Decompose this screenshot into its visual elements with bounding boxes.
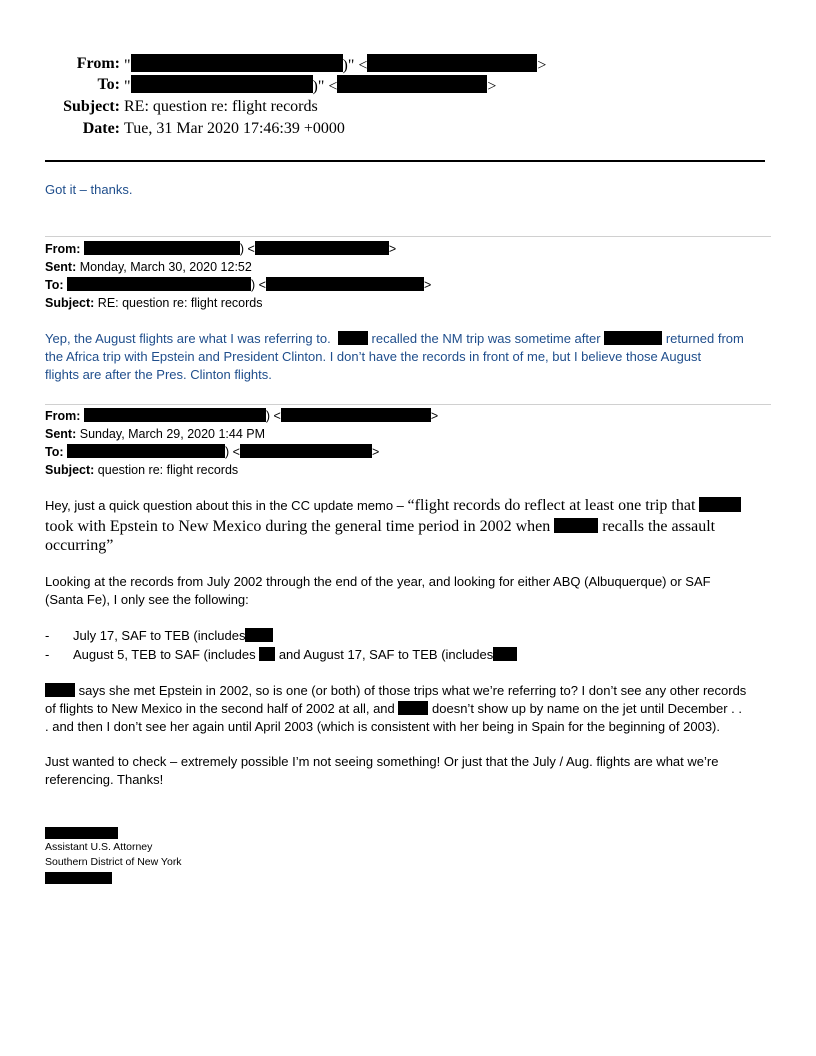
redaction	[45, 683, 75, 697]
list-item: - August 5, TEB to SAF (includes and August 17, SAF to TEB (includes	[45, 646, 517, 664]
msg3-para4-line: Just wanted to check – extremely possible I’m not seeing something! Or just that the July / Aug. flights are what we’re	[45, 754, 719, 769]
redaction	[67, 277, 251, 291]
redaction	[266, 277, 424, 291]
redaction	[240, 444, 372, 458]
msg3-para1-line: occurring”	[45, 537, 114, 554]
redaction	[367, 54, 537, 72]
redaction	[84, 241, 240, 255]
signature-title: Assistant U.S. Attorney	[45, 841, 153, 853]
signature-office: Southern District of New York	[45, 856, 182, 868]
redaction	[131, 54, 343, 72]
msg3-para1-line: took with Epstein to New Mexico during the general time period in 2002 when recalls the assault	[45, 518, 716, 535]
msg2-body-line: the Africa trip with Epstein and President Clinton. I don’t have the records in front of me, but I believe those August	[45, 349, 702, 364]
redaction	[699, 497, 741, 512]
redaction	[554, 518, 598, 533]
date-value: Tue, 31 Mar 2020 17:46:39 +0000	[124, 120, 345, 137]
msg3-sent-row: Sent: Sunday, March 29, 2020 1:44 PM	[45, 427, 266, 441]
msg2-from-row: From: ) < >	[45, 242, 397, 256]
date-label: Date:	[82, 120, 120, 137]
redaction	[281, 408, 431, 422]
redaction	[398, 701, 428, 715]
msg2-body-line: flights are after the Pres. Clinton flights.	[45, 367, 272, 382]
msg3-subject-row: Subject: question re: flight records	[45, 463, 239, 477]
msg2-subject-row: Subject: RE: question re: flight records	[45, 296, 263, 310]
redaction	[67, 444, 225, 458]
msg3-from-row: From: ) < >	[45, 409, 439, 423]
subject-label: Subject:	[63, 98, 120, 115]
reply-body: Got it – thanks.	[45, 182, 133, 197]
msg3-para3-line: says she met Epstein in 2002, so is one (or both) of those trips what we’re referring to? I don’t see any other records	[45, 682, 746, 700]
redaction	[245, 628, 273, 642]
redaction	[255, 241, 389, 255]
msg3-para2-line: (Santa Fe), I only see the following:	[45, 592, 249, 607]
to-value: " )" < >	[124, 75, 496, 97]
msg2-to-row: To: ) < >	[45, 278, 432, 292]
redaction	[337, 75, 487, 93]
subject-value: RE: question re: flight records	[124, 98, 318, 115]
msg3-para1-line: Hey, just a quick question about this in the CC update memo – “flight records do reflect at least one trip that	[45, 497, 741, 515]
redaction	[259, 647, 275, 661]
redaction	[493, 647, 517, 661]
from-label: From:	[76, 55, 120, 72]
msg3-para3-line: . and then I don’t see her again until April 2003 (which is consistent with her being in Spain for the beginning of 2003).	[45, 719, 720, 734]
redaction	[84, 408, 266, 422]
msg3-para4-line: referencing. Thanks!	[45, 772, 164, 787]
from-value: " )" < >	[124, 54, 546, 76]
redaction	[604, 331, 662, 345]
redaction	[338, 331, 368, 345]
msg3-para2-line: Looking at the records from July 2002 through the end of the year, and looking for either ABQ (Albuquerque) or SAF	[45, 574, 711, 589]
msg3-to-row: To: ) < >	[45, 445, 380, 459]
message-divider	[45, 404, 771, 405]
header-divider	[45, 160, 765, 162]
signature-phone-redaction	[45, 872, 112, 884]
message-divider	[45, 236, 771, 237]
msg2-body-line: Yep, the August flights are what I was referring to. recalled the NM trip was sometime after returned from	[45, 331, 744, 346]
signature-name-redaction	[45, 827, 118, 839]
redaction	[131, 75, 313, 93]
msg2-sent-row: Sent: Monday, March 30, 2020 12:52	[45, 260, 252, 274]
list-item: - July 17, SAF to TEB (includes	[45, 627, 273, 645]
to-label: To:	[97, 76, 120, 93]
msg3-para3-line: of flights to New Mexico in the second half of 2002 at all, and doesn’t show up by name on the jet until December . .	[45, 701, 743, 716]
